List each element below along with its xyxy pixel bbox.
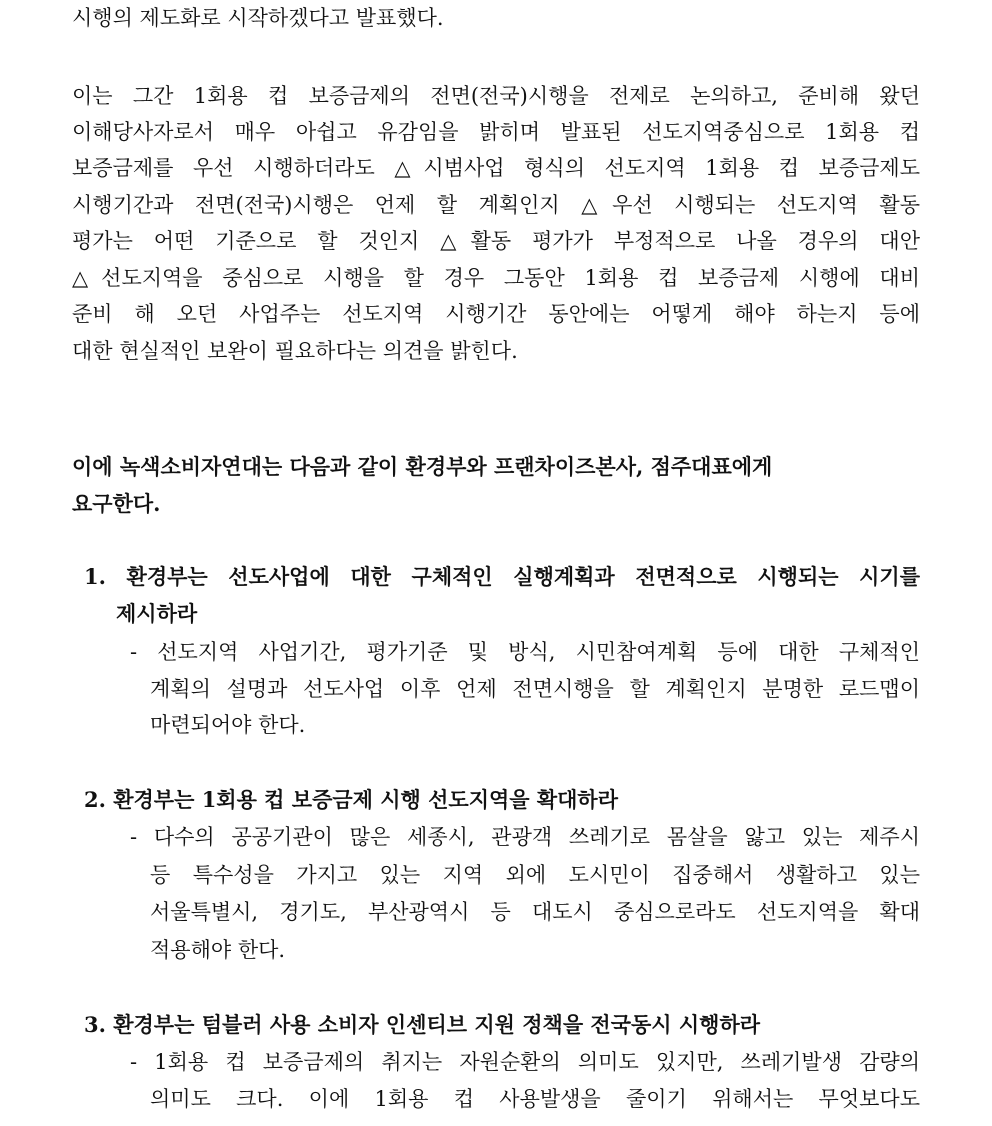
demand-item-detail: 계획의 설명과 선도사업 이후 언제 전면시행을 할 계획인지 분명한 로드맵이 [150,677,920,701]
paragraph-line: 대한 현실적인 보완이 필요하다는 의견을 밝힌다. [72,339,518,363]
paragraph-line: 평가는 어떤 기준으로 할 것인지 △활동 평가가 부정적으로 나올 경우의 대안 [72,229,920,253]
paragraph-line: 이는 그간 1회용 컵 보증금제의 전면(전국)시행을 전제로 논의하고, 준비해 왔던 [72,84,920,108]
paragraph-line: △선도지역을 중심으로 시행을 할 경우 그동안 1회용 컵 보증금제 시행에 대비 [72,266,920,290]
paragraph-line: 이해당사자로서 매우 아쉽고 유감임을 밝히며 발표된 선도지역중심으로 1회용 컵 [72,120,920,144]
demand-intro-line: 요구한다. [72,491,161,516]
demand-item-detail: - 1회용 컵 보증금제의 취지는 자원순환의 의미도 있지만, 쓰레기발생 감량의 [130,1050,920,1074]
demand-item-detail: - 다수의 공공기관이 많은 세종시, 관광객 쓰레기로 몸살을 앓고 있는 제주시 [130,825,920,849]
demand-item-detail: - 선도지역 사업기간, 평가기준 및 방식, 시민참여계획 등에 대한 구체적인 [130,640,920,664]
demand-item-detail: 서울특별시, 경기도, 부산광역시 등 대도시 중심으로라도 선도지역을 확대 [150,900,920,924]
paragraph-line: 보증금제를 우선 시행하더라도 △시범사업 형식의 선도지역 1회용 컵 보증금제도 [72,156,920,180]
demand-item-title: 2. 환경부는 1회용 컵 보증금제 시행 선도지역을 확대하라 [84,787,619,812]
demand-item-detail: 마련되어야 한다. [150,713,306,737]
demand-item-title: 제시하라 [116,601,198,626]
intro-line: 시행의 제도화로 시작하겠다고 발표했다. [72,6,444,30]
demand-item-title: 3. 환경부는 텀블러 사용 소비자 인센티브 지원 정책을 전국동시 시행하라 [84,1012,761,1037]
paragraph-line: 시행기간과 전면(전국)시행은 언제 할 계획인지 △우선 시행되는 선도지역 활동 [72,193,920,217]
demand-item-detail: 적용해야 한다. [150,938,286,962]
paragraph-line: 준비 해 오던 사업주는 선도지역 시행기간 동안에는 어떻게 해야 하는지 등에 [72,302,920,326]
demand-intro-line: 이에 녹색소비자연대는 다음과 같이 환경부와 프랜차이즈본사, 점주대표에게 [72,454,773,479]
demand-item-detail: 등 특수성을 가지고 있는 지역 외에 도시민이 집중해서 생활하고 있는 [150,863,920,887]
demand-item-detail: 의미도 크다. 이에 1회용 컵 사용발생을 줄이기 위해서는 무엇보다도 [150,1087,920,1111]
demand-item-title: 1. 환경부는 선도사업에 대한 구체적인 실행계획과 전면적으로 시행되는 시기를 [84,564,920,589]
